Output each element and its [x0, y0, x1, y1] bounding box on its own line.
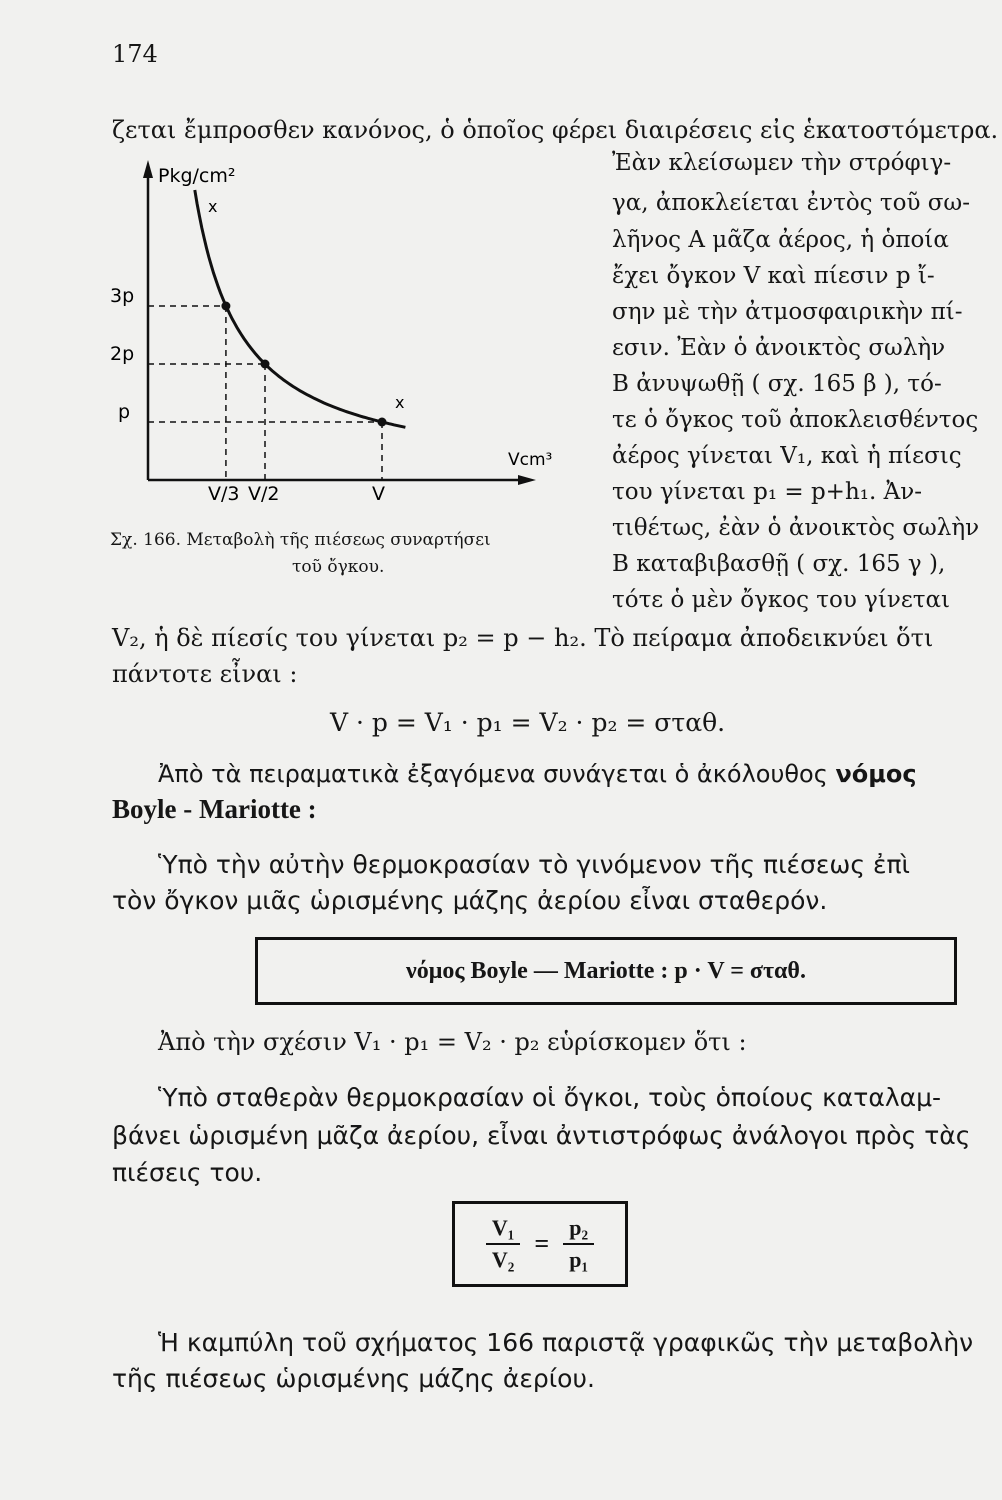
volume-ratio [486, 1215, 520, 1273]
y-tick-3p: 3p [110, 285, 135, 307]
right-line: τε ὁ ὄγκος τοῦ ἀποκλεισθέντος [612, 407, 979, 433]
frac-right-den: p₁ [569, 1247, 589, 1272]
top-line: ζεται ἔμπροσθεν κανόνος, ὁ ὁποῖος φέρει διαιρέσεις εἰς ἑκατοστόμετρα. [112, 116, 999, 144]
right-line: τιθέτως, ἐὰν ὁ ἀνοικτὸς σωλὴν [612, 515, 980, 541]
x-tick-v2: V/2 [248, 483, 280, 505]
curve-point [221, 302, 230, 311]
formula-main: V · p = V₁ · p₁ = V₂ · p₂ = σταθ. [330, 708, 726, 737]
right-line: εσιν. Ἐὰν ὁ ἀνοικτὸς σωλὴν [612, 335, 946, 361]
boxed-law [255, 937, 957, 1005]
y-tick-2p: 2p [110, 343, 135, 365]
final-line2: τῆς πιέσεως ὡρισμένης μάζης ἀερίου. [112, 1364, 595, 1393]
right-line: γα, ἀποκλείεται ἐντὸς τοῦ σω- [612, 190, 970, 216]
body-line-always: πάντοτε εἶναι : [112, 660, 298, 688]
boxed-law-text: νόμος Boyle — Mariotte : p · V = σταθ. [406, 957, 806, 984]
final-line1: Ἡ καμπύλη τοῦ σχήματος 166 παριστᾷ γραφικῶς τὴν μεταβολὴν [158, 1328, 974, 1357]
right-line: Β καταβιβασθῇ ( σχ. 165 γ ), [612, 551, 946, 577]
pressure-ratio [563, 1215, 594, 1273]
statement2-line3: πιέσεις του. [112, 1158, 263, 1187]
right-line: Ἐὰν κλείσωμεν τὴν στρόφιγ- [612, 150, 952, 176]
frac-equals: = [534, 1229, 550, 1258]
statement2-line1: Ὑπὸ σταθερὰν θερμοκρασίαν οἱ ὄγκοι, τοὺς ὁποίους καταλαμ- [158, 1083, 942, 1112]
right-line: ἔχει ὄγκον V καὶ πίεσιν p ἴ- [612, 263, 935, 289]
y-axis-arrow [143, 160, 153, 178]
frac-left-den: V₂ [491, 1247, 515, 1272]
right-line: του γίνεται p₁ = p+h₁. Ἀν- [612, 479, 922, 505]
curve-points [221, 302, 386, 427]
experiment-line [158, 762, 917, 786]
y-tick-p: p [118, 401, 131, 423]
curve-point [378, 418, 387, 427]
statement2-line2: βάνει ὡρισμένη μᾶζα ἀερίου, εἶναι ἀντιστρόφως ἀνάλογοι πρὸς τὰς [112, 1121, 971, 1150]
statement1-line1: Ὑπὸ τὴν αὐτὴν θερμοκρασίαν τὸ γινόμενον τῆς πιέσεως ἐπὶ [158, 850, 910, 879]
relation-line: Ἀπὸ τὴν σχέσιν V₁ · p₁ = V₂ · p₂ εὑρίσκομεν ὅτι : [158, 1028, 747, 1056]
chart-svg [108, 150, 578, 530]
right-line: τότε ὁ μὲν ὄγκος του γίνεται [612, 587, 951, 613]
top-marker: x [208, 197, 218, 216]
law-title: Boyle - Mariotte : [112, 794, 317, 824]
x-tick-v: V [372, 483, 385, 505]
experiment-text: Ἀπὸ τὰ πειραματικὰ ἐξαγόμενα συνάγεται ὁ ἀκόλουθος [158, 760, 828, 788]
x-axis-arrow [518, 475, 536, 485]
right-line: λῆνος Α μᾶζα ἀέρος, ἡ ὁποία [612, 227, 949, 253]
end-marker: x [395, 393, 405, 412]
pressure-volume-figure [108, 150, 578, 530]
frac-left-num: V₁ [486, 1215, 520, 1245]
right-line: ἀέρος γίνεται V₁, καὶ ἡ πίεσις [612, 443, 962, 469]
x-axis-label: Vcm³ [508, 450, 553, 470]
law-word: νόμος [835, 760, 917, 788]
figure-caption-1: Σχ. 166. Μεταβολὴ τῆς πιέσεως συναρτήσει [110, 530, 491, 550]
curve-point [261, 360, 270, 369]
body-line-v2: V₂, ἡ δὲ πίεσίς του γίνεται p₂ = p − h₂. Τὸ πείραμα ἀποδεικνύει ὅτι [112, 624, 934, 652]
guide-lines [148, 306, 382, 480]
boxed-fraction [452, 1201, 628, 1287]
x-tick-v3: V/3 [208, 483, 240, 505]
statement1-line2: τὸν ὄγκον μιᾶς ὡρισμένης μάζης ἀερίου εἶναι σταθερόν. [112, 886, 828, 915]
y-axis-label: Pkg/cm² [158, 165, 236, 187]
frac-right-num: p₂ [563, 1215, 594, 1245]
right-line: σην μὲ τὴν ἀτμοσφαιρικὴν πί- [612, 299, 963, 325]
right-line: Β ἀνυψωθῇ ( σχ. 165 β ), τό- [612, 371, 942, 397]
page-number: 174 [112, 40, 158, 68]
figure-caption-2: τοῦ ὄγκου. [292, 557, 385, 577]
